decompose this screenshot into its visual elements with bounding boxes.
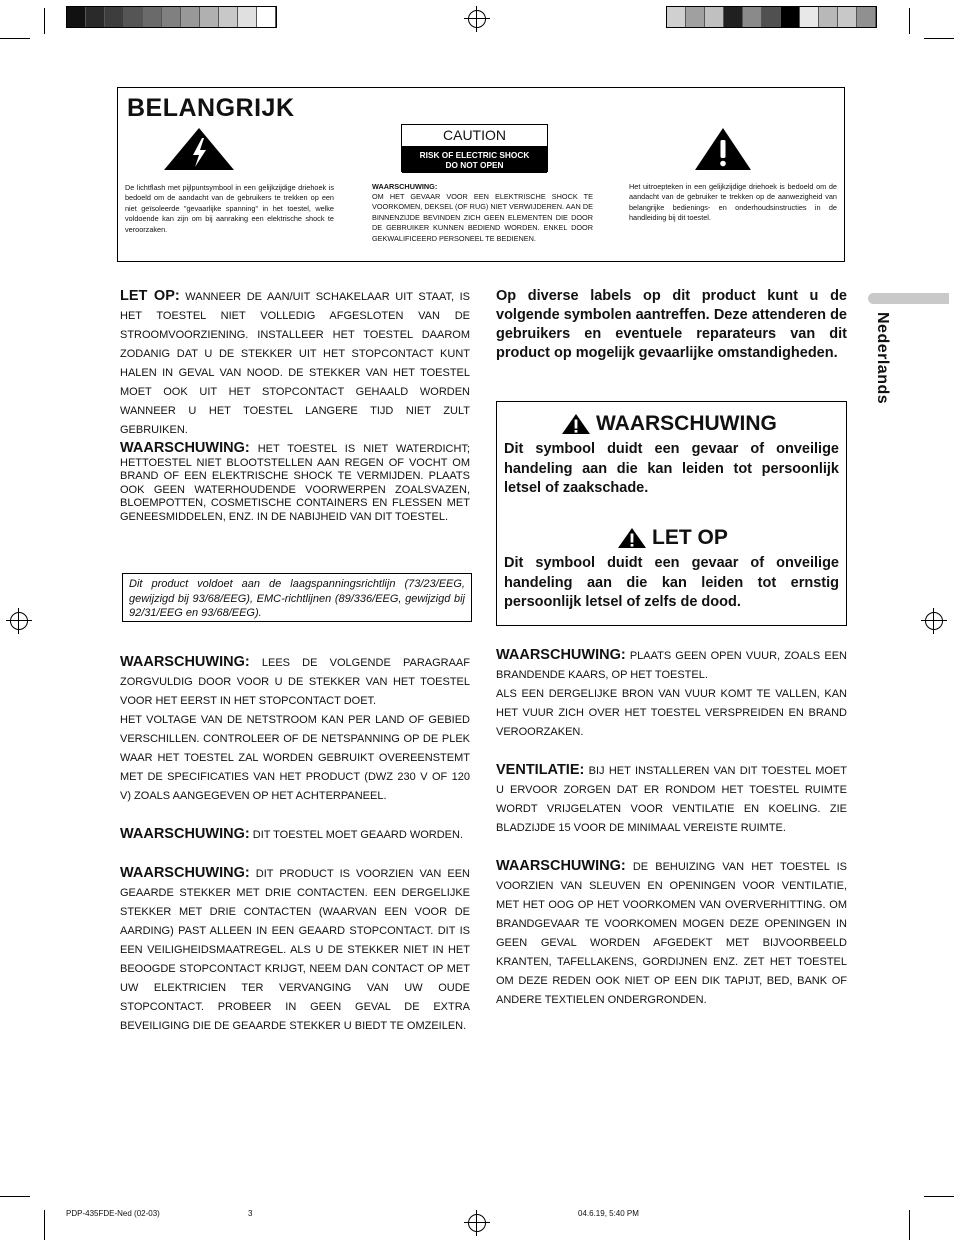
symbols-legend-box bbox=[496, 401, 847, 626]
registration-mark bbox=[468, 1214, 486, 1232]
letop-paragraph bbox=[120, 287, 470, 440]
registration-mark bbox=[10, 612, 28, 630]
box-letop-title-row bbox=[617, 526, 728, 550]
ventilation-heading: VENTILATIE: bbox=[496, 762, 585, 778]
ground-warning-text: DIT TOESTEL MOET GEAARD WORDEN. bbox=[252, 829, 464, 841]
caution-sub-line2: DO NOT OPEN bbox=[445, 160, 504, 170]
color-swatch bbox=[686, 7, 705, 27]
exclamation-warning-icon bbox=[693, 126, 753, 172]
caution-triangle-icon bbox=[617, 527, 647, 549]
box-warning-title-row bbox=[561, 412, 777, 436]
eec-compliance-box: Dit product voldoet aan de laagspanningsrichtlijn (73/23/EEG, gewijzigd bij 93/68/EEG), EMC-richtlijnen (89/336/EEG, gewijzigd bij 92/31/EEG en 93/68/EEG). bbox=[122, 573, 472, 622]
color-swatch bbox=[781, 7, 800, 27]
color-swatch bbox=[800, 7, 819, 27]
crop-mark bbox=[909, 1210, 910, 1240]
cabinet-warning-heading: WAARSCHUWING: bbox=[496, 858, 626, 874]
plug-warning-heading: WAARSCHUWING: bbox=[120, 865, 250, 881]
color-swatch-bar-left bbox=[66, 6, 277, 28]
language-tab-marker bbox=[868, 293, 949, 304]
lightning-warning-icon bbox=[162, 126, 236, 172]
crop-mark bbox=[909, 8, 910, 34]
cabinet-warning-paragraph bbox=[496, 857, 847, 1010]
footer-doc-id: PDP-435FDE-Ned (02-03) bbox=[66, 1209, 160, 1218]
color-swatch-bar-right bbox=[666, 6, 877, 28]
color-swatch bbox=[724, 7, 743, 27]
center-warning-note: OM HET GEVAAR VOOR EEN ELEKTRISCHE SHOCK TE VOORKOMEN, DEKSEL (OF RUG) NIET VERWIJDEREN. AAN DE BINNENZIJDE BEVINDEN ZICH GEEN ELEMENTEN DIE DOOR DE GEBRUIKER KUNNEN BEDIEND WORDEN. ENKEL DOOR GEKWALIFICEERD PERSONEEL TE BEDIENEN. bbox=[372, 192, 593, 243]
crop-mark bbox=[0, 1196, 30, 1197]
letop-text: WANNEER DE AAN/UIT SCHAKELAAR UIT STAAT, IS HET TOESTEL NIET VOLLEDIG AFGESLOTEN VAN DE STROOMVOORZIENING. INSTALLEER HET TOESTEL DAAROM ZODANIG DAT U DE STEKKER UIT HET STOPCONTACT KUNT HALEN IN GEVAL VAN NOOD. DE STEKKER VAN HET TOESTEL MOET OOK UIT HET STOPCONTACT GEHAALD WORDEN WANNEER U HET TOESTEL LANGERE TIJD NIET ZULT GEBRUIKEN. bbox=[120, 291, 470, 436]
fire-warning-text1: PLAATS GEEN OPEN VUUR, ZOALS EEN BRANDENDE KAARS, OP HET TOESTEL. bbox=[496, 650, 848, 681]
voltage-warning-text2: HET VOLTAGE VAN DE NETSTROOM KAN PER LAND OF GEBIED VERSCHILLEN. CONTROLEER OF DE NETSPANNING OP DE PLEK WAAR HET TOESTEL ZAL WORDEN GEBRUIKT OVEREENSTEMT MET DE SPECIFICATIES VAN HET PRODUCT (DWZ 230 V OF 120 V) ZOALS AANGEGEVEN OP HET ACHTERPANEEL. bbox=[120, 714, 470, 802]
box-warning-text: Dit symbool duidt een gevaar of onveilige handeling aan die kan leiden tot persoonlijk letsel of zaakschade. bbox=[504, 441, 839, 496]
voltage-warning-text1: LEES DE VOLGENDE PARAGRAAF ZORGVULDIG DOOR VOOR U DE STEKKER VAN HET TOESTEL VOOR HET EERST IN HET STOPCONTACT DOET. bbox=[120, 657, 470, 707]
caution-label-title: CAUTION bbox=[402, 125, 547, 147]
color-swatch bbox=[219, 7, 238, 27]
crop-mark bbox=[0, 38, 30, 39]
color-swatch bbox=[86, 7, 105, 27]
box-letop-title: LET OP bbox=[652, 526, 728, 549]
lightning-symbol-note: De lichtflash met pijlpuntsymbool in een gelijkzijdige driehoek is bedoeld om de aandacht van de gebruikers te trekken op een niet geïsoleerde "gevaarlijke spanning" in het toestel, welke voldoende kan zijn om bij aanraking een elektrische shock te veroorzaken. bbox=[125, 183, 334, 234]
crop-mark bbox=[44, 8, 45, 34]
water-warning-heading: WAARSCHUWING: bbox=[120, 440, 250, 456]
box-warning-title: WAARSCHUWING bbox=[596, 412, 777, 435]
color-swatch bbox=[857, 7, 876, 27]
center-warning-heading: WAARSCHUWING: bbox=[372, 182, 438, 191]
language-tab-label: Nederlands bbox=[874, 312, 891, 405]
box-letop-text: Dit symbool duidt een gevaar of onveilige handeling aan die kan leiden tot ernstig persoonlijk letsel of zelfs de dood. bbox=[504, 555, 839, 610]
color-swatch bbox=[67, 7, 86, 27]
footer-page-number: 3 bbox=[248, 1209, 253, 1218]
page-title: BELANGRIJK bbox=[127, 94, 295, 122]
crop-mark bbox=[924, 1196, 954, 1197]
color-swatch bbox=[705, 7, 724, 27]
color-swatch bbox=[743, 7, 762, 27]
exclamation-symbol-note: Het uitroepteken in een gelijkzijdige driehoek is bedoeld om de aandacht van de gebruiker te trekken op de aanwezigheid van belangrijke bedienings- en onderhoudsinstructies in de handleiding bij dit toestel. bbox=[629, 182, 837, 223]
plug-warning-paragraph bbox=[120, 864, 470, 1036]
voltage-warning-heading: WAARSCHUWING: bbox=[120, 654, 250, 670]
plug-warning-text: DIT PRODUCT IS VOORZIEN VAN EEN GEAARDE STEKKER MET DRIE CONTACTEN. EEN DERGELIJKE STEKKER MET DRIE CONTACTEN (WAARVAN EEN VOOR DE AARDING) PAST ALLEEN IN EEN GEAARD STOPCONTACT. DIT IS EEN VEILIGHEIDSMAATREGEL. ALS U DE STEKKER NIET IN HET BEOOGDE STOPCONTACT KRIJGT, NEEM DAN CONTACT OP MET UW ELEKTRICIEN TER VERVANGING VAN UW OUDE STOPCONTACT. PROBEER IN GEEN GEVAL DE EXTRA BEVEILIGING DIE DE GEAARDE STEKKER U BIEDT TE OMZEILEN. bbox=[120, 868, 470, 1032]
letop-heading: LET OP: bbox=[120, 288, 180, 304]
ground-warning-paragraph bbox=[120, 825, 470, 845]
water-warning-text: HET TOESTEL IS NIET WATERDICHT; HETTOESTEL NIET BLOOTSTELLEN AAN REGEN OF VOCHT OM BRAND OF EEN ELEKTRISCHE SHOCK TE VERMIJDEN. PLAATS OOK GEEN WATERHOUDENDE VOORWERPEN ZOALSVAZEN, BLOEMPOTTEN, COSMETISCHE CONTAINERS EN FLESSEN MET GENEESMIDDELEN, ENZ. IN DE NABIJHEID VAN DIT TOESTEL. bbox=[120, 443, 470, 523]
caution-label-subtitle bbox=[402, 147, 547, 173]
water-warning-paragraph bbox=[120, 442, 470, 524]
color-swatch bbox=[181, 7, 200, 27]
registration-mark bbox=[468, 10, 486, 28]
color-swatch bbox=[838, 7, 857, 27]
symbols-intro: Op diverse labels op dit product kunt u de volgende symbolen aantreffen. Deze attenderen de gebruikers en eventuele reparateurs van dit product op mogelijk gevaarlijke omstandigheden. bbox=[496, 288, 847, 361]
crop-mark bbox=[924, 38, 954, 39]
ground-warning-heading: WAARSCHUWING: bbox=[120, 826, 250, 842]
color-swatch bbox=[143, 7, 162, 27]
color-swatch bbox=[238, 7, 257, 27]
footer-timestamp: 04.6.19, 5:40 PM bbox=[578, 1209, 639, 1218]
cabinet-warning-text: DE BEHUIZING VAN HET TOESTEL IS VOORZIEN VAN SLEUVEN EN OPENINGEN VOOR VENTILATIE, MET HET OOG OP HET VOORKOMEN VAN OVERVERHITTING. OM BRANDGEVAAR TE VOORKOMEN MOGEN DEZE OPENINGEN IN GEEN GEVAL WORDEN AFGEDEKT MET BIJVOORBEELD KRANTEN, TAFELLAKENS, GORDIJNEN ENZ. ZET HET TOESTEL OM DEZE REDEN OOK NIET OP EEN DIK TAPIJT, BED, BANK OF ANDERE TEXTIELEN ONDERGRONDEN. bbox=[496, 861, 847, 1006]
important-notice-box bbox=[117, 87, 845, 262]
voltage-warning-paragraph bbox=[120, 653, 470, 806]
fire-warning-paragraph bbox=[496, 646, 847, 742]
warning-triangle-icon bbox=[561, 413, 591, 435]
caution-sub-line1: RISK OF ELECTRIC SHOCK bbox=[419, 150, 530, 160]
color-swatch bbox=[257, 7, 276, 27]
ventilation-paragraph bbox=[496, 761, 847, 838]
color-swatch bbox=[105, 7, 124, 27]
color-swatch bbox=[200, 7, 219, 27]
caution-label bbox=[401, 124, 548, 172]
color-swatch bbox=[162, 7, 181, 27]
ventilation-text: BIJ HET INSTALLEREN VAN DIT TOESTEL MOET U ERVOOR ZORGEN DAT ER RONDOM HET TOESTEL RUIMTE WORDT VRIJGELATEN VOOR VENTILATIE EN KOELING. ZIE BLADZIJDE 15 VOOR DE MINIMAAL VEREISTE RUIMTE. bbox=[496, 765, 847, 834]
color-swatch bbox=[762, 7, 781, 27]
crop-mark bbox=[44, 1210, 45, 1240]
color-swatch bbox=[667, 7, 686, 27]
fire-warning-text2: ALS EEN DERGELIJKE BRON VAN VUUR KOMT TE VALLEN, KAN HET VUUR ZICH OVER HET TOESTEL VERSPREIDEN EN BRAND VEROORZAKEN. bbox=[496, 688, 847, 738]
fire-warning-heading: WAARSCHUWING: bbox=[496, 647, 626, 663]
color-swatch bbox=[819, 7, 838, 27]
registration-mark bbox=[925, 612, 943, 630]
color-swatch bbox=[124, 7, 143, 27]
